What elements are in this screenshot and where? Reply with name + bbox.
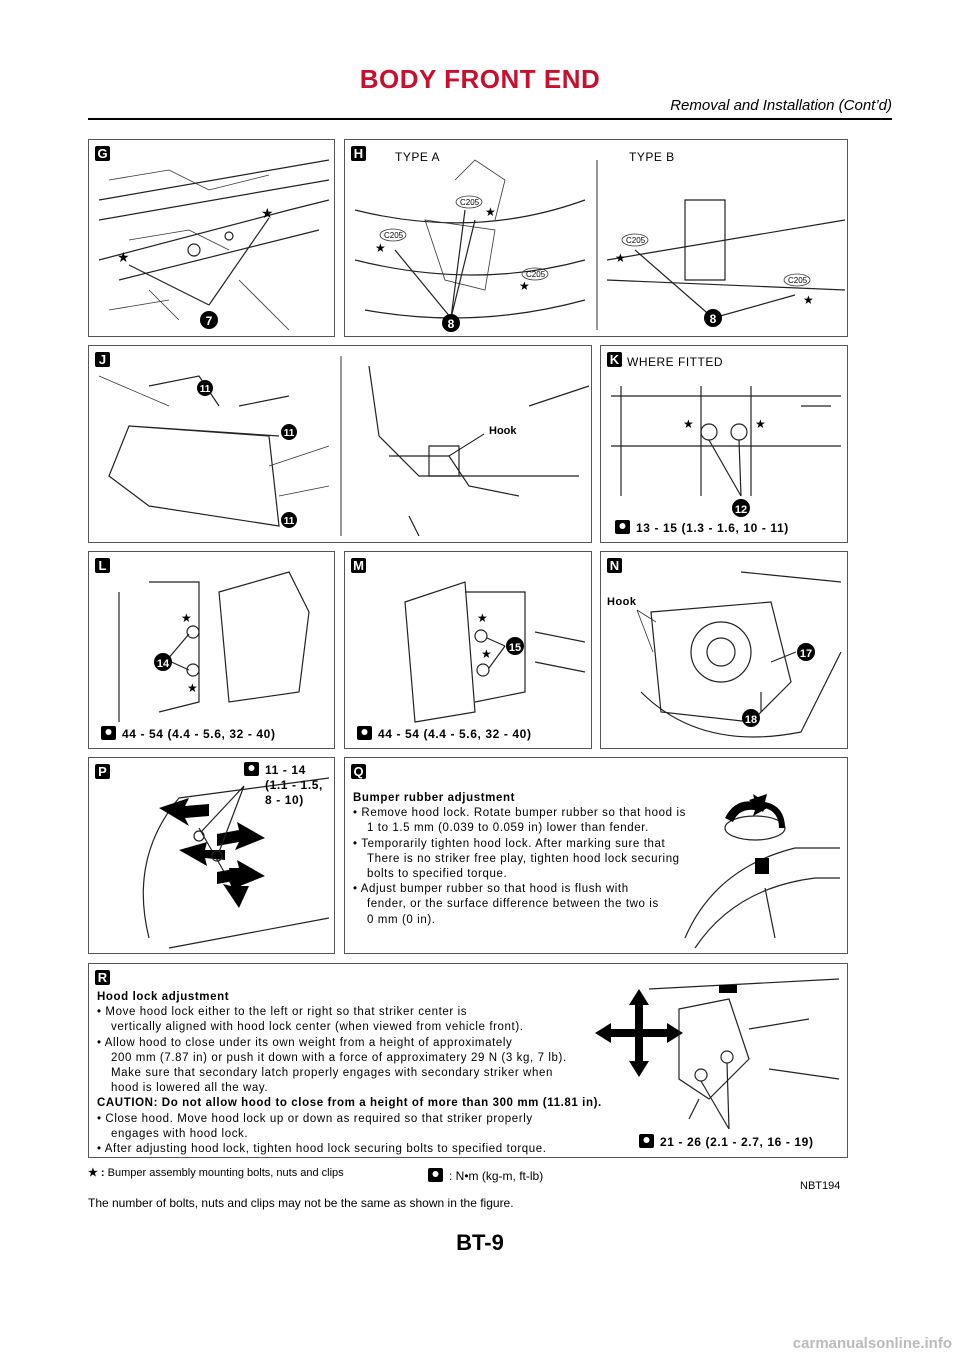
svg-text:★: ★ xyxy=(481,647,492,661)
where-fitted-label: WHERE FITTED xyxy=(627,355,723,369)
fog-lamp-illustration xyxy=(601,552,848,749)
panel-letter: G xyxy=(95,146,110,161)
svg-text:★: ★ xyxy=(519,279,530,293)
page-subtitle: Removal and Installation (Cont’d) xyxy=(670,97,892,114)
svg-text:★: ★ xyxy=(187,681,198,695)
svg-text:★: ★ xyxy=(117,249,130,265)
page-number: BT-9 xyxy=(456,1230,504,1255)
torque-wrench-icon xyxy=(244,762,259,776)
bumper-rubber-instructions: Bumper rubber adjustment • Remove hood lock. Rotate bumper rubber so that hood is 1 to 1.5 mm (0.039 to 0.059 in) lower than fender. • Temporarily tighten hood lock. After marking sure that There is no striker free play, tighten hood lock securing bolts to specified torque. • Adjust bumper rubber so that hood is flush with fender, or the surface difference between the two is 0 mm (0 in). xyxy=(353,792,686,926)
callout-14: 14 xyxy=(156,658,170,670)
bumper-bracket-illustration xyxy=(89,140,335,337)
header-rule xyxy=(88,118,892,120)
callout-12: 12 xyxy=(734,504,748,516)
torque-spec-l: 44 - 54 (4.4 - 5.6, 32 - 40) xyxy=(101,726,276,741)
figure-note: The number of bolts, nuts and clips may not be the same as shown in the figure. xyxy=(88,1196,514,1210)
panel-letter: H xyxy=(351,146,366,161)
torque-spec-p: 11 - 14 (1.1 - 1.5, 8 - 10) xyxy=(244,762,323,808)
panel-g xyxy=(88,139,335,337)
svg-text:11: 11 xyxy=(283,516,295,527)
svg-text:★: ★ xyxy=(261,205,274,221)
watermark: carmanualsonline.info xyxy=(792,1335,952,1352)
svg-text:C205: C205 xyxy=(788,276,808,285)
callout-8-b: 8 xyxy=(709,312,717,326)
panel-p xyxy=(88,757,335,954)
svg-text:11: 11 xyxy=(199,384,211,395)
torque-legend: : N•m (kg-m, ft-lb) xyxy=(428,1168,543,1183)
star-icon: ★ : xyxy=(88,1167,105,1179)
svg-text:★: ★ xyxy=(683,417,694,431)
page-title: BODY FRONT END xyxy=(359,64,601,94)
svg-text:★: ★ xyxy=(485,205,496,219)
bumper-rubber-illustration xyxy=(601,346,848,543)
panel-l xyxy=(88,551,335,749)
hook-label: Hook xyxy=(489,425,517,437)
panel-letter: R xyxy=(95,970,110,985)
hood-lock-illustration xyxy=(589,969,844,1134)
panel-letter: M xyxy=(351,558,366,573)
torque-wrench-icon xyxy=(615,520,630,534)
panel-k xyxy=(600,345,848,543)
svg-text:C205: C205 xyxy=(384,231,404,240)
figure-code: NBT194 xyxy=(800,1180,841,1192)
torque-spec-m: 44 - 54 (4.4 - 5.6, 32 - 40) xyxy=(357,726,532,741)
panel-n xyxy=(600,551,848,749)
svg-text:11: 11 xyxy=(283,428,295,439)
panel-letter: J xyxy=(95,352,110,367)
torque-spec-k: 13 - 15 (1.3 - 1.6, 10 - 11) xyxy=(615,520,789,535)
panel-q xyxy=(344,757,848,954)
bumper-rubber-rotate-illustration xyxy=(675,788,845,953)
callout-7: 7 xyxy=(205,314,213,328)
panel-letter: P xyxy=(95,764,110,779)
panel-letter: L xyxy=(95,558,110,573)
torque-wrench-icon xyxy=(428,1168,443,1182)
svg-text:★: ★ xyxy=(181,611,192,625)
torque-wrench-icon xyxy=(639,1134,654,1148)
svg-text:★: ★ xyxy=(755,417,766,431)
callout-8-a: 8 xyxy=(447,317,455,331)
panel-letter: Q xyxy=(351,764,366,779)
panel-j xyxy=(88,345,592,543)
callout-17: 17 xyxy=(799,648,813,660)
torque-wrench-icon xyxy=(101,726,116,740)
svg-text:★: ★ xyxy=(615,251,626,265)
torque-wrench-icon xyxy=(357,726,372,740)
hook-label: Hook xyxy=(607,596,637,608)
panel-letter: K xyxy=(607,352,622,367)
svg-text:C205: C205 xyxy=(460,198,480,207)
svg-text:C205: C205 xyxy=(526,270,546,279)
caution-line: CAUTION: Do not allow hood to close from a height of more than 300 mm (11.81 in). xyxy=(97,1097,602,1110)
callout-18: 18 xyxy=(744,714,758,726)
svg-text:★: ★ xyxy=(477,611,488,625)
headlamp-hook-illustration xyxy=(89,346,592,543)
type-b-label: TYPE B xyxy=(629,150,675,164)
svg-text:★: ★ xyxy=(375,241,386,255)
bumper-bracket-bolt-illustration xyxy=(345,552,592,749)
star-legend: ★ : Bumper assembly mounting bolts, nuts and clips xyxy=(88,1167,344,1179)
panel-h xyxy=(344,139,848,337)
bumper-side-bolt-illustration xyxy=(89,552,335,749)
type-a-label: TYPE A xyxy=(395,150,441,164)
panel-letter: N xyxy=(607,558,622,573)
svg-text:C205: C205 xyxy=(626,236,646,245)
clip-location-illustration xyxy=(345,140,848,337)
torque-spec-r: 21 - 26 (2.1 - 2.7, 16 - 19) xyxy=(639,1134,814,1149)
callout-15: 15 xyxy=(508,642,522,654)
panel-m xyxy=(344,551,592,749)
svg-text:★: ★ xyxy=(803,293,814,307)
panel-r xyxy=(88,963,848,1158)
hood-lock-instructions: Hood lock adjustment • Move hood lock either to the left or right so that striker center is vertically aligned with hood lock center (when viewed from vehicle front). • Allow hood to close under its own weight from a height of approximately 200 mm (7.87 in) or push it down with a force of approximatery 29 N (3 kg, 7 lb). Make sure that secondary latch properly engages with secondary striker when hood is lowered all the way. CAUTION: Do not allow hood to close from a height of more than 300 mm (11.81 in). • Close hood. Move hood lock up or down as required so that striker properly engages with hood lock. • After adjusting hood lock, tighten hood lock securing bolts to specified torque. xyxy=(97,990,657,1157)
